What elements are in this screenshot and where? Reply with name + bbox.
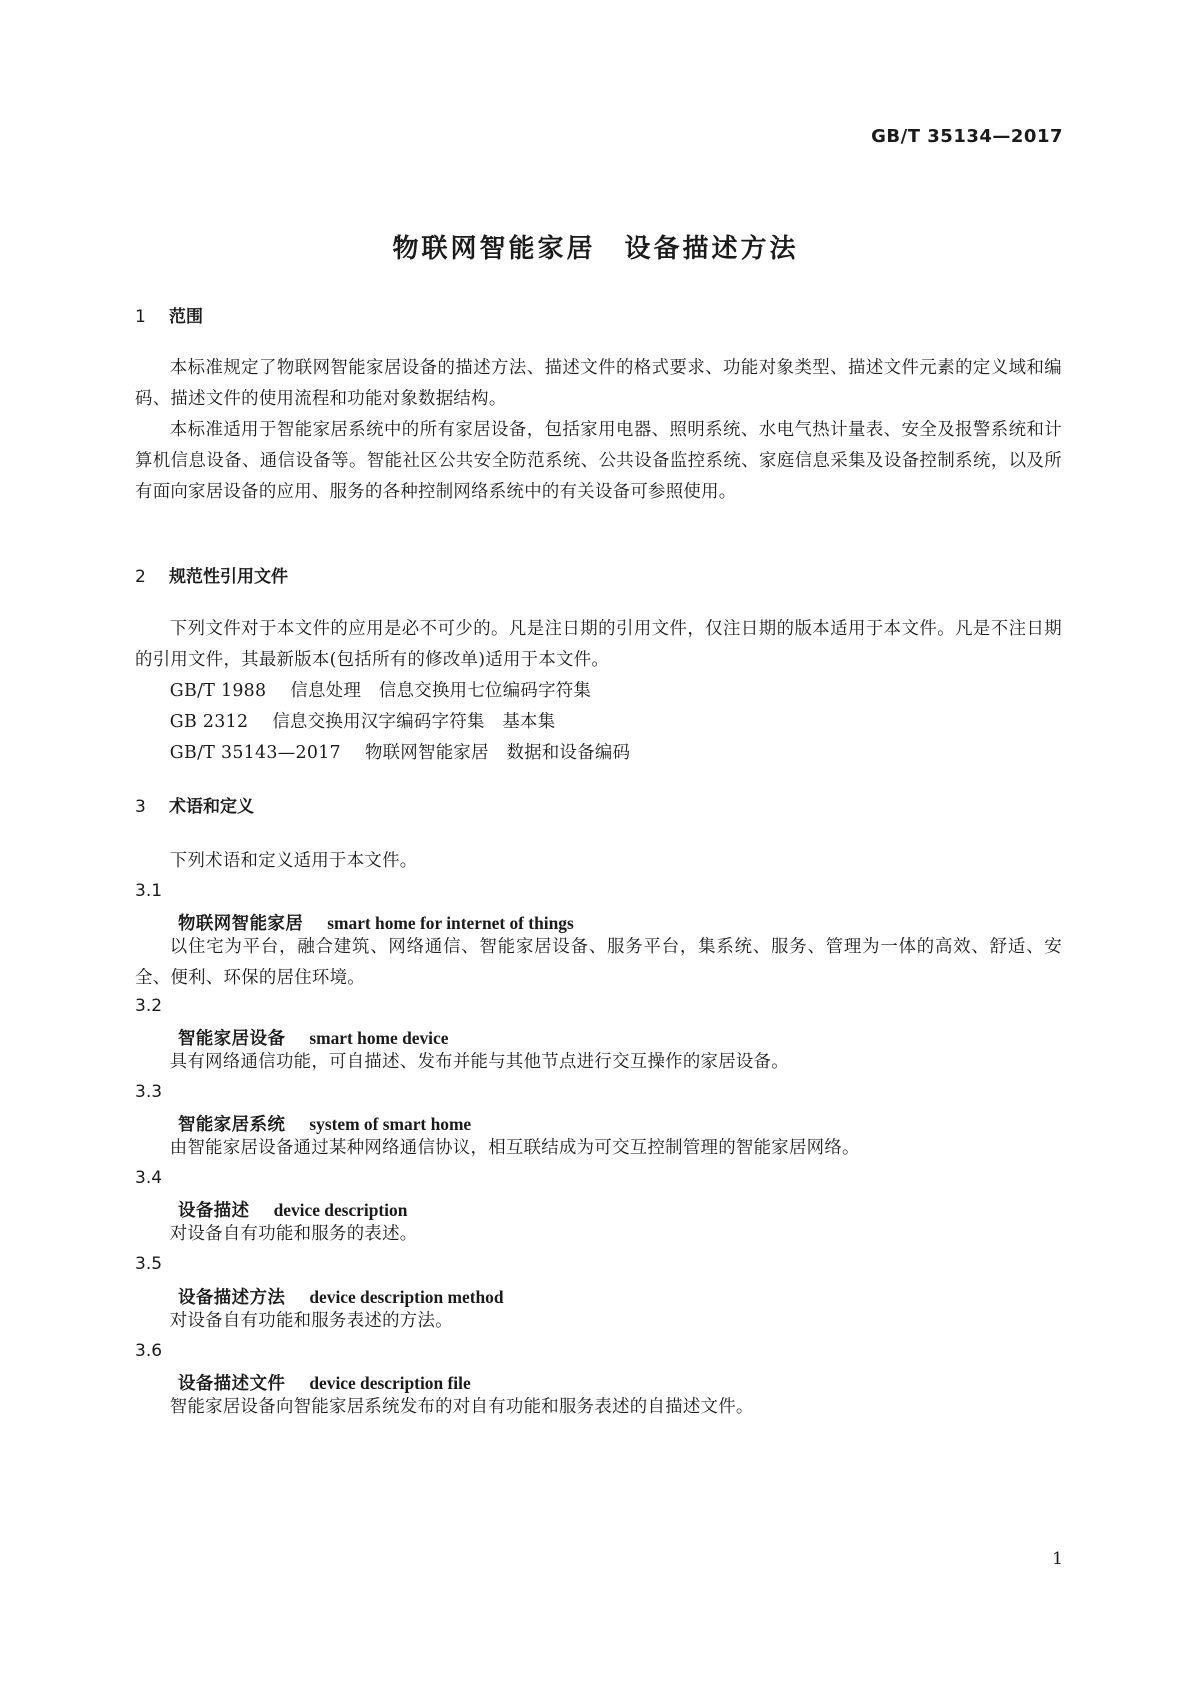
reference-title: 物联网智能家居 数据和设备编码 bbox=[364, 743, 631, 763]
term-number: 3.1 bbox=[135, 881, 163, 901]
term-title bbox=[178, 1196, 407, 1221]
section-2-body bbox=[135, 614, 1062, 769]
term-chinese: 智能家居设备 bbox=[178, 1029, 286, 1049]
term-definition bbox=[135, 932, 1062, 994]
section-number: 1 bbox=[135, 307, 146, 327]
term-number: 3.5 bbox=[135, 1254, 163, 1274]
term-title bbox=[178, 1283, 504, 1308]
term-definition bbox=[135, 1133, 1062, 1164]
document-title: 物联网智能家居 设备描述方法 bbox=[392, 234, 799, 264]
term-title bbox=[178, 1110, 471, 1135]
section-title: 术语和定义 bbox=[169, 797, 254, 817]
term-english: device description file bbox=[309, 1373, 471, 1393]
term-english: smart home for internet of things bbox=[327, 913, 574, 933]
definition-text: 以住宅为平台，融合建筑、网络通信、智能家居设备、服务平台，集系统、服务、管理为一体的高效、舒适、安全、便利、环保的居住环境。 bbox=[135, 937, 1062, 988]
definition-text: 对设备自有功能和服务的表述。 bbox=[169, 1224, 418, 1244]
term-chinese: 设备描述方法 bbox=[178, 1288, 286, 1308]
term-definition bbox=[135, 1219, 1062, 1250]
reference-title: 信息处理 信息交换用七位编码字符集 bbox=[290, 681, 592, 701]
term-definition bbox=[135, 1306, 1062, 1337]
section-1-heading bbox=[135, 302, 203, 327]
reference-code: GB/T 35143—2017 bbox=[169, 743, 341, 763]
section-number: 2 bbox=[135, 567, 146, 587]
normative-reference bbox=[135, 676, 1062, 707]
term-english: smart home device bbox=[309, 1028, 449, 1048]
reference-title: 信息交换用汉字编码字符集 基本集 bbox=[272, 712, 556, 732]
section-title: 规范性引用文件 bbox=[169, 567, 288, 587]
definition-text: 由智能家居设备通过某种网络通信协议，相互联结成为可交互控制管理的智能家居网络。 bbox=[169, 1138, 860, 1158]
standard-code: GB/T 35134—2017 bbox=[871, 126, 1063, 147]
definition-text: 智能家居设备向智能家居系统发布的对自有功能和服务表述的自描述文件。 bbox=[169, 1397, 754, 1417]
term-definition bbox=[135, 1392, 1062, 1423]
term-title bbox=[178, 1369, 471, 1394]
term-chinese: 设备描述文件 bbox=[178, 1374, 286, 1394]
term-english: system of smart home bbox=[309, 1114, 472, 1134]
definition-text: 对设备自有功能和服务表述的方法。 bbox=[169, 1311, 453, 1331]
paragraph: 本标准规定了物联网智能家居设备的描述方法、描述文件的格式要求、功能对象类型、描述文件元素的定义域和编码、描述文件的使用流程和功能对象数据结构。 bbox=[135, 358, 1062, 409]
term-chinese: 智能家居系统 bbox=[178, 1115, 286, 1135]
term-number: 3.3 bbox=[135, 1082, 163, 1102]
term-title bbox=[178, 909, 574, 934]
term-chinese: 物联网智能家居 bbox=[178, 914, 304, 934]
term-english: device description bbox=[273, 1200, 408, 1220]
reference-code: GB/T 1988 bbox=[169, 681, 267, 701]
section-3-intro bbox=[135, 846, 1062, 877]
term-chinese: 设备描述 bbox=[178, 1201, 250, 1221]
section-number: 3 bbox=[135, 797, 146, 817]
section-1-body bbox=[135, 353, 1062, 508]
page-number: 1 bbox=[1052, 1549, 1063, 1569]
paragraph: 下列文件对于本文件的应用是必不可少的。凡是注日期的引用文件，仅注日期的版本适用于本文件。凡是不注日期的引用文件，其最新版本(包括所有的修改单)适用于本文件。 bbox=[135, 619, 1062, 670]
section-3-heading bbox=[135, 792, 254, 817]
term-english: device description method bbox=[309, 1287, 504, 1307]
term-number: 3.6 bbox=[135, 1341, 163, 1361]
reference-code: GB 2312 bbox=[169, 712, 249, 732]
normative-reference bbox=[135, 707, 1062, 738]
term-title bbox=[178, 1024, 448, 1049]
definition-text: 具有网络通信功能，可自描述、发布并能与其他节点进行交互操作的家居设备。 bbox=[169, 1052, 789, 1072]
term-definition bbox=[135, 1047, 1062, 1078]
section-2-heading bbox=[135, 562, 288, 587]
normative-reference bbox=[135, 738, 1062, 769]
paragraph: 本标准适用于智能家居系统中的所有家居设备，包括家用电器、照明系统、水电气热计量表、安全及报警系统和计算机信息设备、通信设备等。智能社区公共安全防范系统、公共设备监控系统、家庭信息采集及设备控制系统，以及所有面向家居设备的应用、服务的各种控制网络系统中的有关设备可参照使用。 bbox=[135, 420, 1062, 502]
term-number: 3.4 bbox=[135, 1168, 163, 1188]
section-title: 范围 bbox=[169, 307, 203, 327]
paragraph: 下列术语和定义适用于本文件。 bbox=[169, 851, 418, 871]
term-number: 3.2 bbox=[135, 996, 163, 1016]
